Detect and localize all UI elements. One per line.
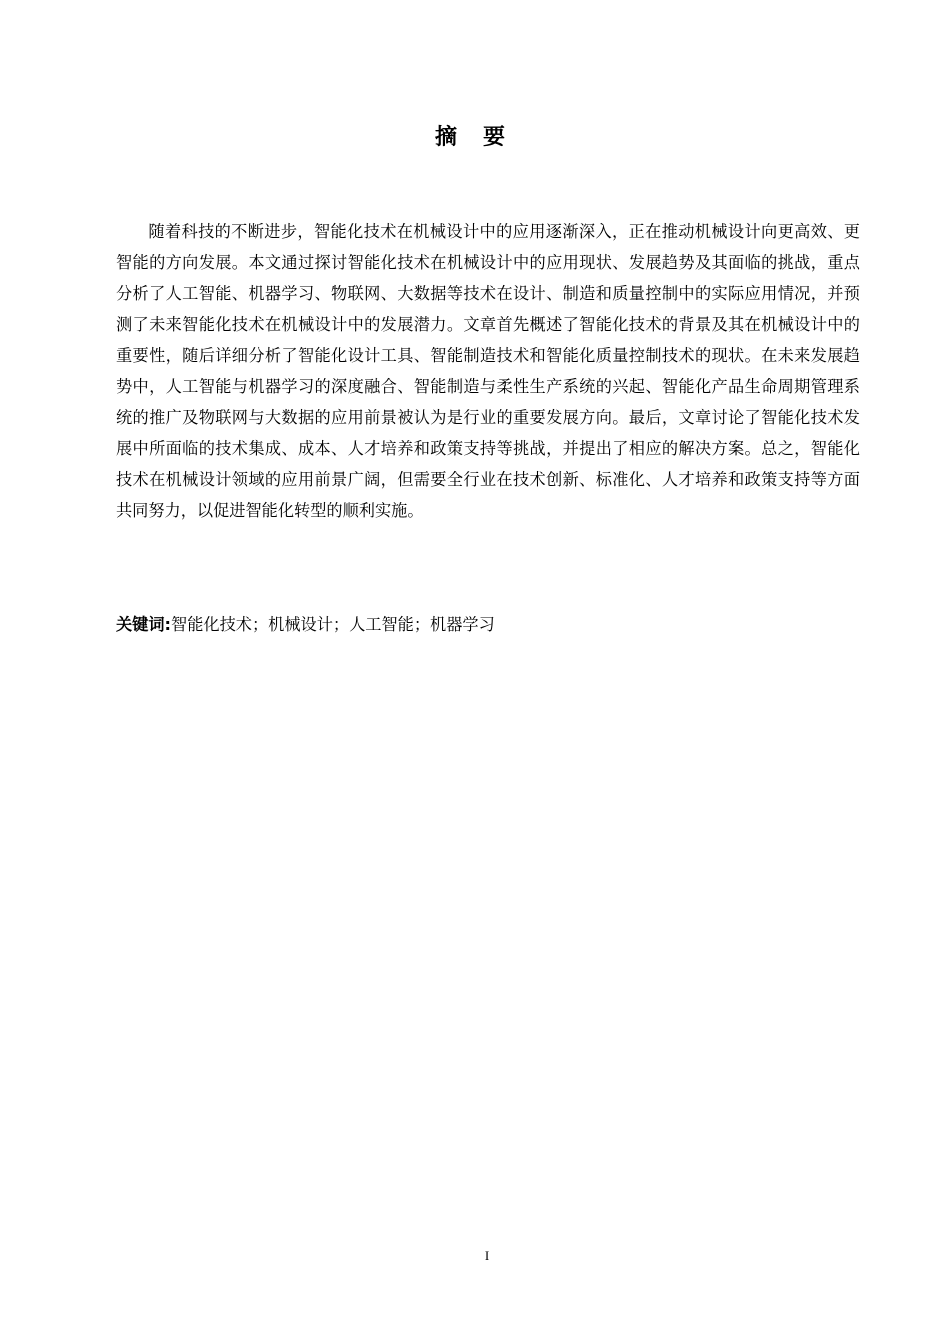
keywords-line [116, 611, 860, 639]
page-number: I [484, 1248, 490, 1263]
abstract-paragraph: 随着科技的不断进步，智能化技术在机械设计中的应用逐渐深入，正在推动机械设计向更高效、更智能的方向发展。本文通过探讨智能化技术在机械设计中的应用现状、发展趋势及其面临的挑战，重点分析了人工智能、机器学习、物联网、大数据等技术在设计、制造和质量控制中的实际应用情况，并预测了未来智能化技术在机械设计中的发展潜力。文章首先概述了智能化技术的背景及其在机械设计中的重要性，随后详细分析了智能化设计工具、智能制造技术和智能化质量控制技术的现状。在未来发展趋势中，人工智能与机器学习的深度融合、智能制造与柔性生产系统的兴起、智能化产品生命周期管理系统的推广及物联网与大数据的应用前景被认为是行业的重要发展方向。最后，文章讨论了智能化技术发展中所面临的技术集成、成本、人才培养和政策支持等挑战，并提出了相应的解决方案。总之，智能化技术在机械设计领域的应用前景广阔，但需要全行业在技术创新、标准化、人才培养和政策支持等方面共同努力，以促进智能化转型的顺利实施。 [116, 222, 860, 520]
page-title: 摘要 [434, 125, 531, 150]
keywords-list: 智能化技术；机械设计；人工智能；机器学习 [171, 615, 495, 634]
keywords-label: 关键词: [116, 615, 172, 634]
